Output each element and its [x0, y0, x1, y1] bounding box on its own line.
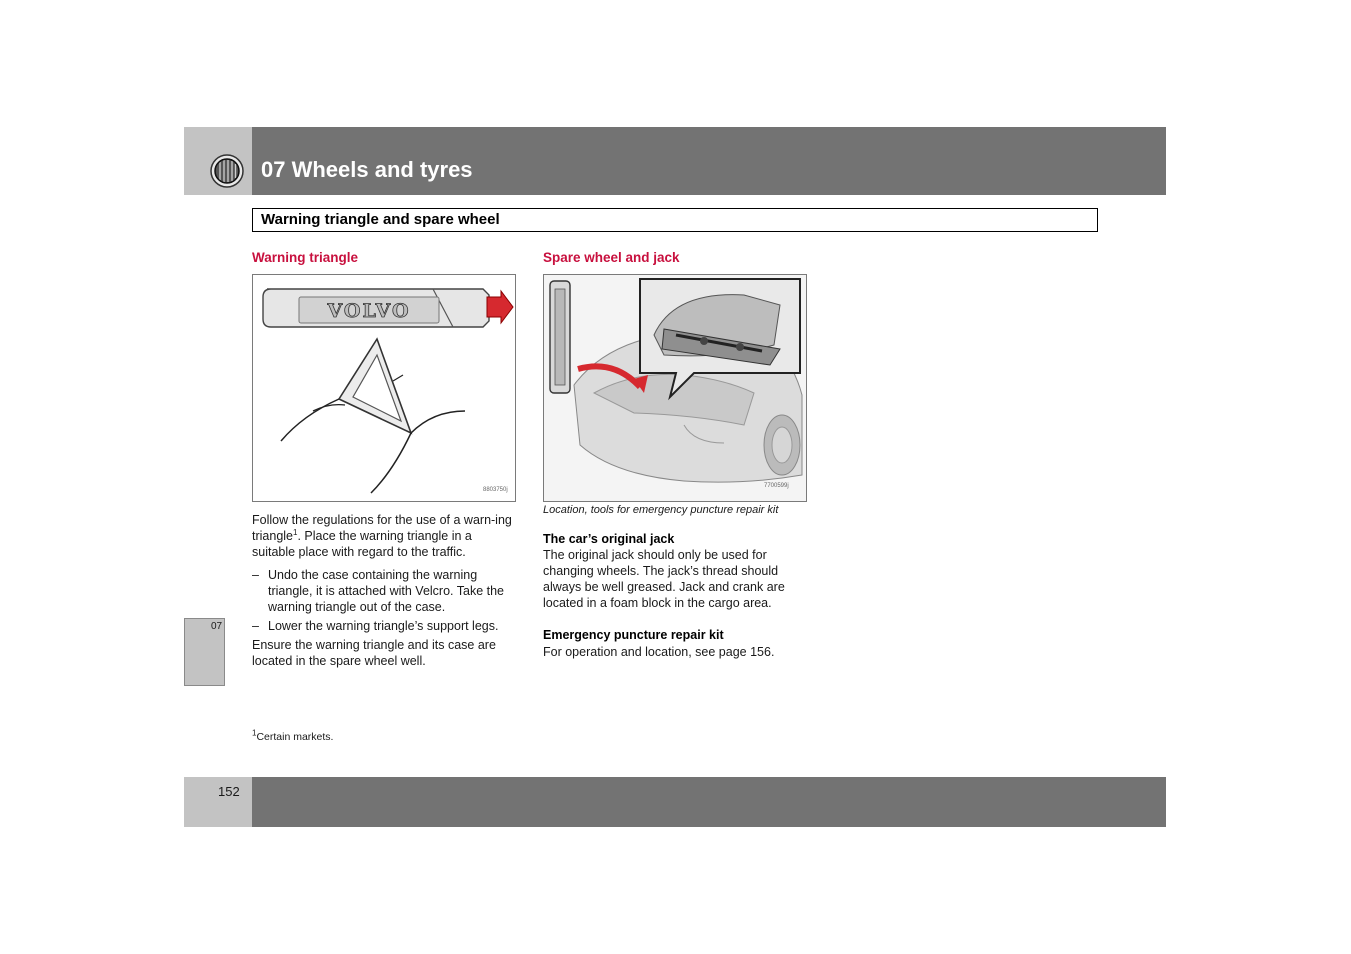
jack-section: [543, 531, 805, 660]
section-title: Warning triangle and spare wheel: [261, 211, 500, 228]
intro-paragraph: [252, 512, 514, 560]
step-text: Undo the case containing the warning triangle, it is attached with Velcro. Take the warning triangle out of the case.: [268, 568, 505, 614]
intro-text-a: Follow the regulations for the use of a warn-ing triangle: [252, 513, 512, 543]
footer-bar: [252, 777, 1166, 827]
chapter-title: 07 Wheels and tyres: [261, 157, 473, 182]
intro-text-b: . Place the warning triangle in a suitable place with regard to the traffic.: [252, 529, 472, 559]
spare-wheel-illustration: [544, 275, 806, 501]
footnote-ref: 1: [293, 527, 298, 537]
dash-bullet: –: [252, 619, 259, 633]
wheel-icon: [210, 154, 244, 188]
step-item: [252, 567, 514, 615]
page-number: 152: [218, 784, 240, 799]
dash-bullet: –: [252, 568, 259, 582]
warning-triangle-figure: [252, 274, 516, 502]
side-tab-label: 07: [211, 621, 223, 632]
spare-wheel-figure: [543, 274, 807, 502]
footnote: [252, 728, 334, 743]
repair-kit-heading: Emergency puncture repair kit: [543, 628, 724, 642]
jack-text: The original jack should only be used for changing wheels. The jack’s thread should always be well greased. Jack and crank are located in a foam block in the cargo area.: [543, 548, 785, 610]
jack-heading: The car’s original jack: [543, 532, 675, 546]
footnote-text: Certain markets.: [256, 731, 334, 743]
step-text: Lower the warning triangle’s support legs.: [268, 619, 499, 633]
figure-caption: Location, tools for emergency puncture repair kit: [543, 504, 779, 516]
warning-triangle-heading: Warning triangle: [252, 250, 359, 265]
figure-code: 8803750j: [483, 487, 508, 493]
spare-wheel-heading: Spare wheel and jack: [543, 250, 680, 265]
footnote-marker: 1: [252, 728, 257, 738]
figure-code: 7700599j: [764, 483, 789, 489]
warning-triangle-illustration: [253, 275, 515, 501]
repair-kit-text: For operation and location, see page 156.: [543, 645, 775, 659]
step-item: [252, 618, 514, 634]
volvo-logo-text: VOLVO: [327, 300, 411, 322]
warning-triangle-text: [252, 512, 514, 669]
closing-paragraph: Ensure the warning triangle and its case are located in the spare wheel well.: [252, 638, 496, 668]
